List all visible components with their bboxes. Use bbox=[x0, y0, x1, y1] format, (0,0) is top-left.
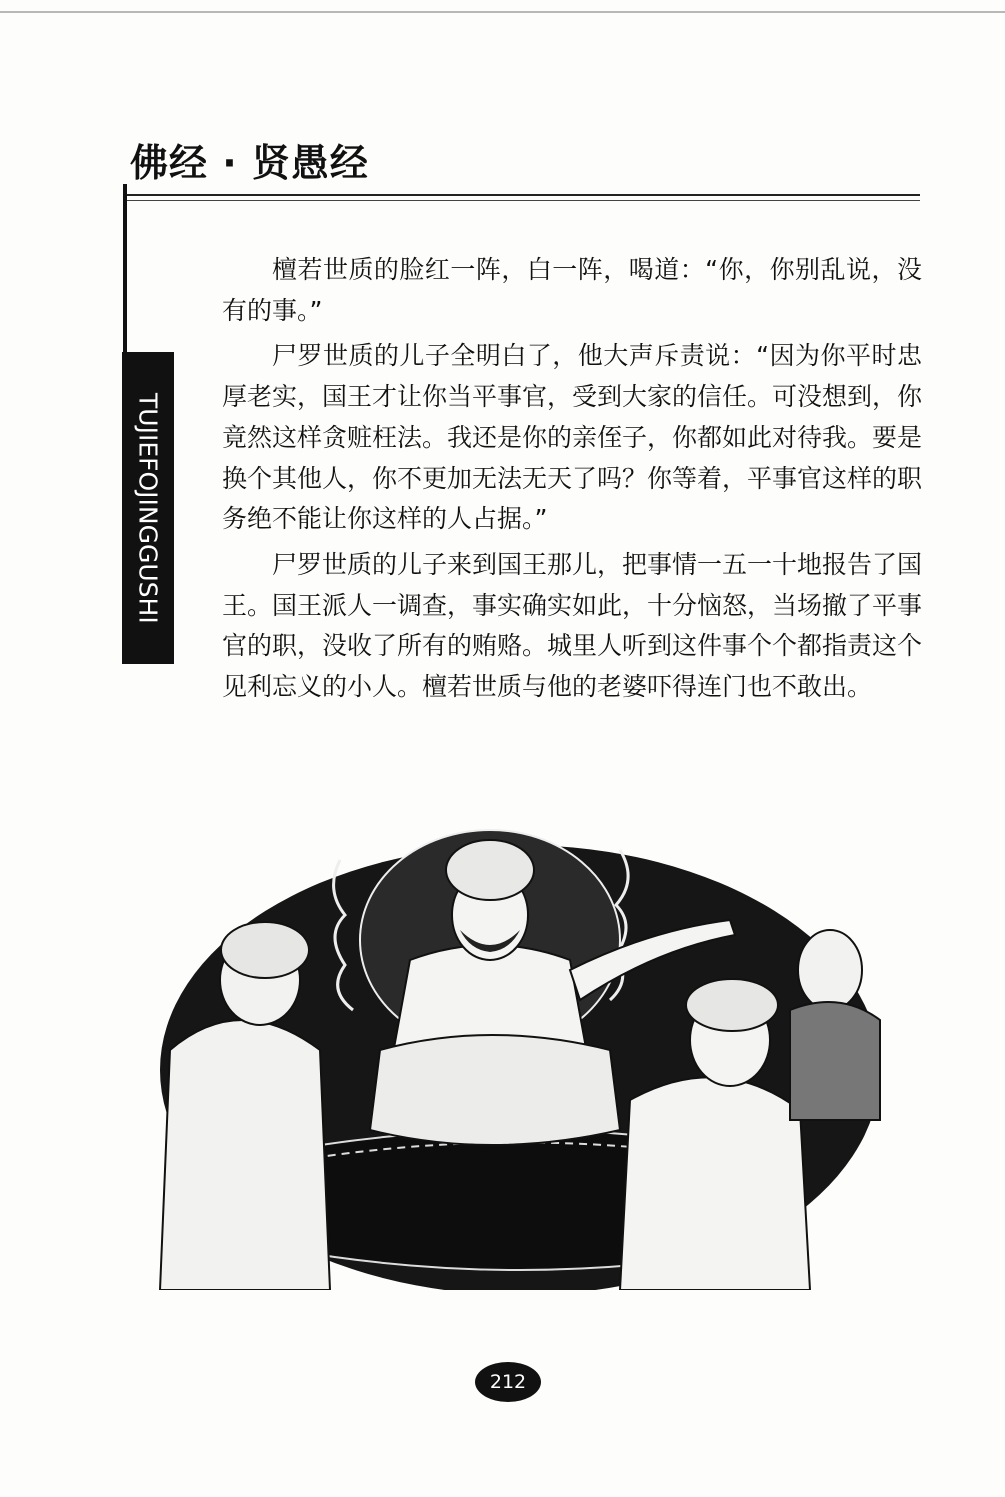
running-header-title: 佛经 · 贤愚经 bbox=[130, 141, 369, 185]
paragraph: 檀若世质的脸红一阵，白一阵，喝道：“你，你别乱说，没有的事。” bbox=[222, 255, 922, 325]
page-number-badge bbox=[475, 1362, 541, 1402]
page-number: 212 bbox=[489, 1371, 527, 1393]
paragraph: 尸罗世质的儿子全明白了，他大声斥责说：“因为你平时忠厚老实，国王才让你当平事官，受到大家的信任。可没想到，你竟然这样贪赃枉法。我还是你的亲侄子，你都如此对待我。要是换个其他人，你不更加无法无天了吗？你等着，平事官这样的职务绝不能让你这样的人占据。” bbox=[222, 341, 923, 534]
top-border-rule bbox=[0, 11, 1005, 13]
header-rule-thin bbox=[127, 200, 920, 201]
header-vertical-bar bbox=[123, 184, 127, 359]
side-tab-label: TUJIEFOJINGGUSHI bbox=[133, 392, 163, 624]
header-rule bbox=[127, 194, 920, 196]
paragraph: 尸罗世质的儿子来到国王那儿，把事情一五一十地报告了国王。国王派人一调查，事实确实如此，十分恼怒，当场撤了平事官的职，没收了所有的贿赂。城里人听到这件事个个都指责这个见利忘义的小人。檀若世质与他的老婆吓得连门也不敢出。 bbox=[222, 549, 923, 702]
side-tab bbox=[122, 352, 174, 664]
body-text bbox=[222, 250, 922, 713]
illustration bbox=[150, 820, 890, 1290]
